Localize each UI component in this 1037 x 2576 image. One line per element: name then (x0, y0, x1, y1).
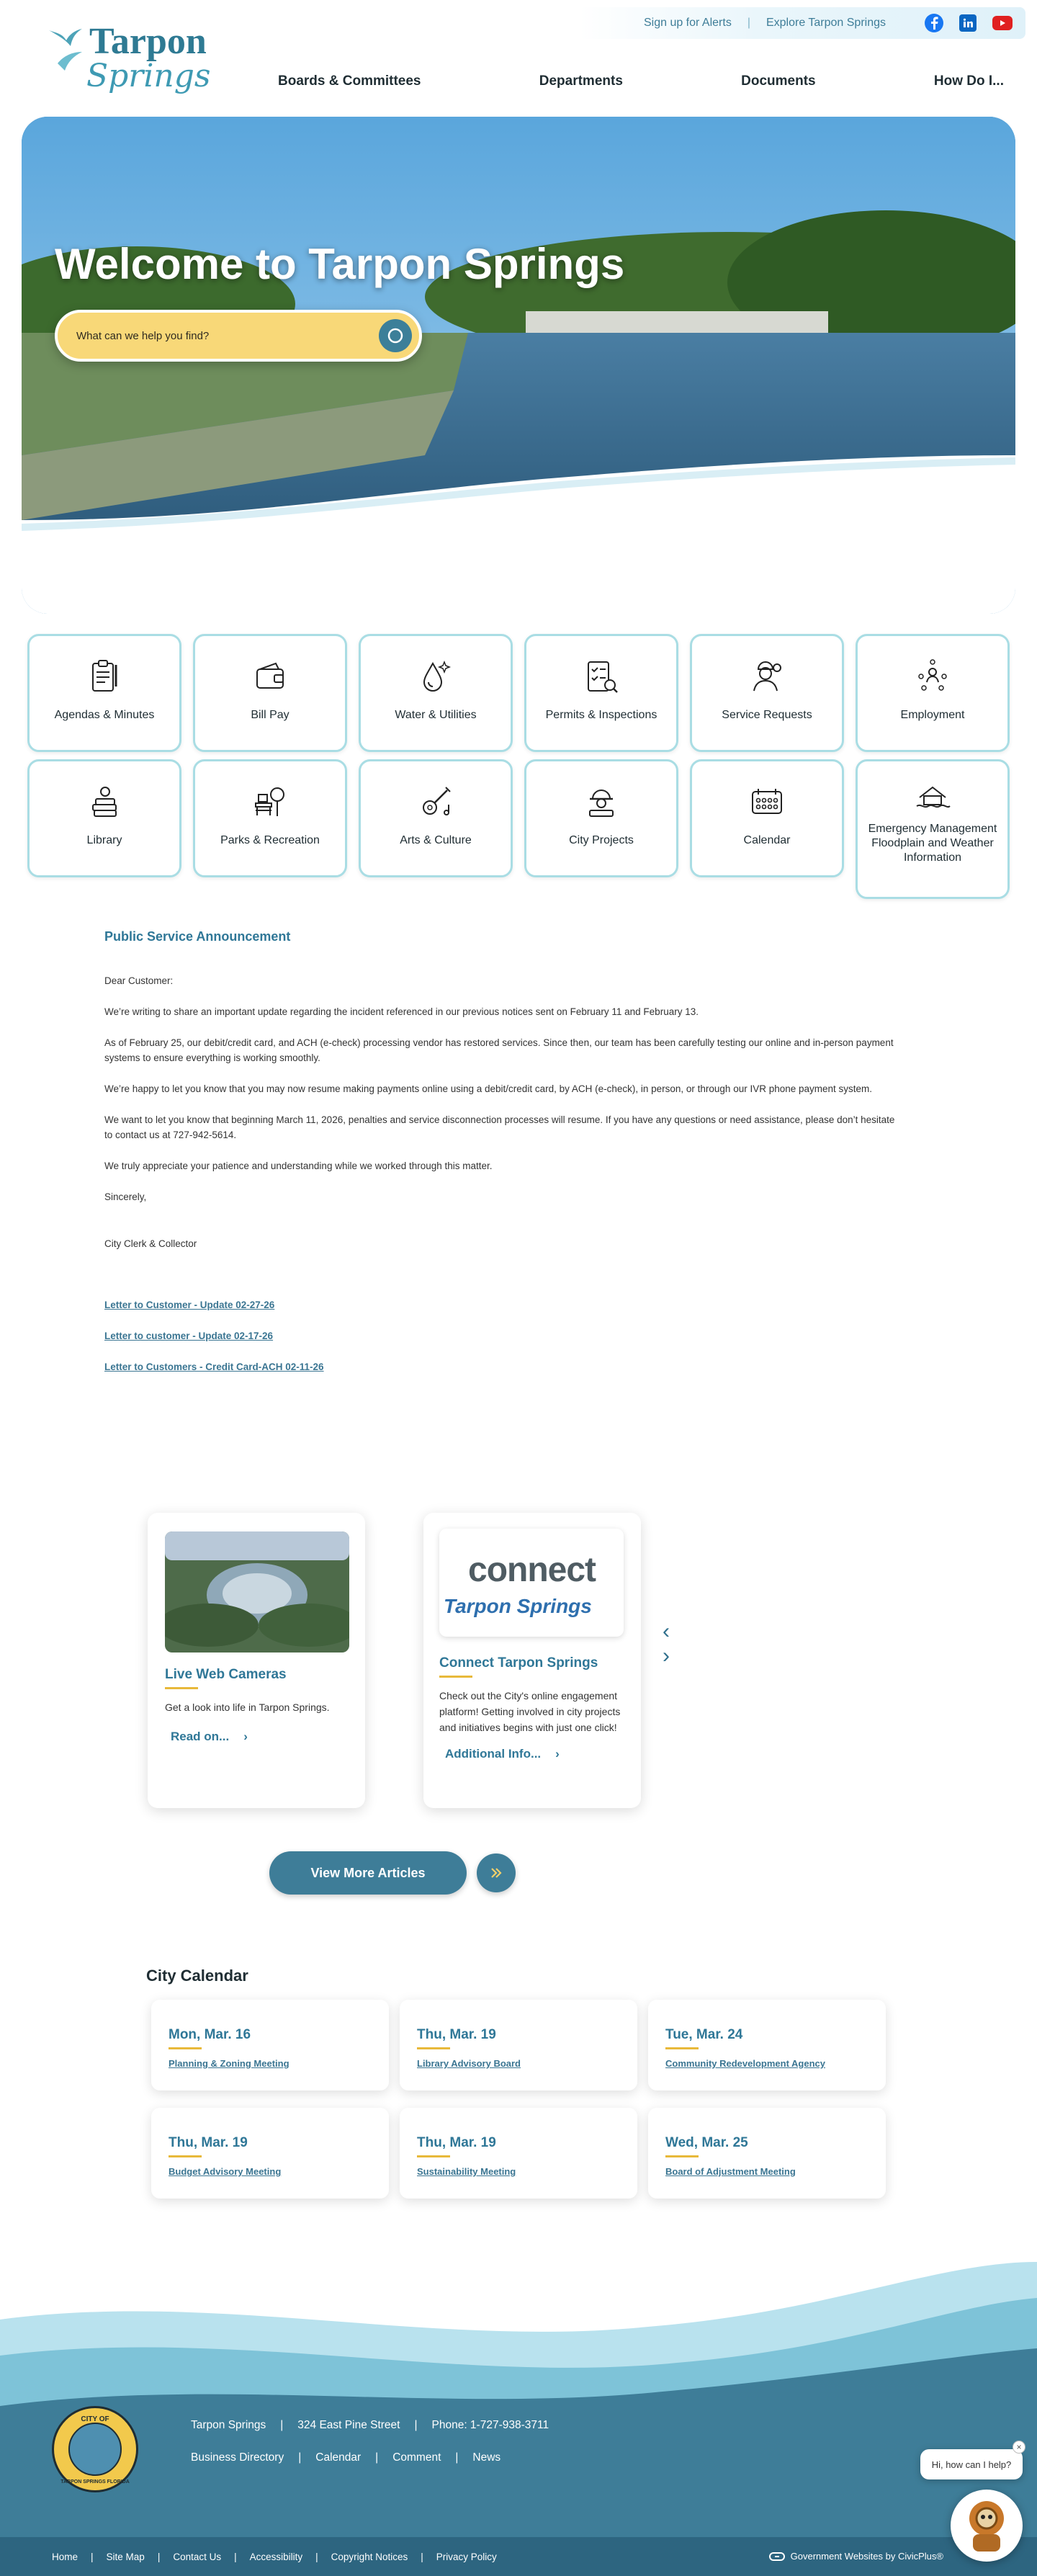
announcement-closing: Sincerely, (104, 1191, 147, 1202)
announcement-greeting: Dear Customer: (104, 975, 174, 986)
civicplus-icon (769, 2552, 785, 2562)
event-title[interactable]: Board of Adjustment Meeting (665, 2166, 796, 2177)
additional-info-link[interactable] (439, 1747, 625, 1761)
tile-permits[interactable] (524, 634, 678, 752)
event-card[interactable] (151, 2000, 389, 2090)
carousel-controls (663, 1619, 670, 1668)
divider: | (747, 17, 750, 29)
event-title[interactable]: Library Advisory Board (417, 2058, 521, 2069)
civicplus-label: Government Websites by CivicPlus® (790, 2551, 943, 2562)
site-search[interactable] (55, 310, 422, 362)
date-underline (665, 2155, 699, 2157)
tile-label: Calendar (743, 834, 791, 846)
youtube-icon[interactable] (992, 16, 1013, 30)
tile-bill-pay[interactable] (193, 634, 347, 752)
tile-employment[interactable] (856, 634, 1010, 752)
divider: | (455, 2451, 459, 2464)
date-underline (417, 2047, 450, 2049)
article-text: Check out the City's online engagement platform! Getting involved in city projects and initiatives begins with just one click! (439, 1690, 621, 1733)
tile-parks[interactable] (193, 759, 347, 877)
read-on-link[interactable] (165, 1730, 330, 1744)
announcement-paragraph: We’re happy to let you know that you may now resume making payments online using a debit/credit card, by ACH (e-check), in person, or through our IVR phone payment system. (104, 1083, 873, 1094)
event-card[interactable] (648, 2108, 886, 2199)
title-underline (439, 1676, 472, 1678)
event-date: Thu, Mar. 19 (417, 2135, 496, 2150)
article-text: Get a look into life in Tarpon Springs. (165, 1701, 330, 1713)
announcement-paragraph: We want to let you know that beginning March 11, 2026, penalties and service disconnection processes will resume. If you have any questions or need assistance, please don’t hesitate to contact us at 727-942-5614. (104, 1114, 895, 1140)
park-bench-icon (248, 780, 292, 823)
tile-calendar[interactable] (690, 759, 844, 877)
divider: | (234, 2551, 237, 2562)
nav-how-do-i[interactable]: How Do I... (933, 73, 1004, 89)
footer-link-news[interactable]: News (472, 2451, 501, 2464)
divider: | (414, 2419, 418, 2431)
date-underline (417, 2155, 450, 2157)
hero-banner (22, 117, 1015, 614)
read-on-label: Read on... (171, 1730, 230, 1743)
books-icon (83, 780, 126, 823)
chat-prompt[interactable]: Hi, how can I help? (920, 2449, 1023, 2479)
divider: | (375, 2451, 379, 2464)
tile-label: Agendas & Minutes (54, 709, 155, 721)
seal-text-bottom: TARPON SPRINGS FLORIDA (60, 2479, 130, 2485)
calendar-title: City Calendar (146, 1967, 248, 1985)
calendar-icon (745, 780, 789, 823)
tile-library[interactable] (27, 759, 181, 877)
divider: | (315, 2551, 318, 2562)
bottom-link-site-map[interactable]: Site Map (106, 2551, 145, 2562)
announcement-heading: Public Service Announcement (104, 929, 291, 944)
event-date: Mon, Mar. 16 (169, 2027, 251, 2042)
footer-wave (0, 2248, 1037, 2576)
date-underline (169, 2155, 202, 2157)
connect-logo-word: connect (468, 1551, 596, 1589)
chatbot-button[interactable] (951, 2490, 1023, 2562)
footer-link-comment[interactable]: Comment (392, 2451, 441, 2464)
footer-bottom-bar (0, 2537, 1037, 2576)
seal-center (68, 2423, 122, 2476)
hardhat-icon (580, 780, 623, 823)
divider: | (421, 2551, 423, 2562)
event-card[interactable] (400, 2108, 637, 2199)
additional-info-label: Additional Info... (445, 1747, 542, 1761)
article-title: Connect Tarpon Springs (439, 1655, 598, 1671)
event-card[interactable] (151, 2108, 389, 2199)
storm-house-icon (911, 780, 954, 812)
footer-phone[interactable]: Phone: 1-727-938-3711 (431, 2419, 549, 2431)
tile-label: Service Requests (722, 709, 812, 721)
letter-link[interactable]: Letter to customer - Update 02-17-26 (104, 1331, 274, 1341)
event-title[interactable]: Community Redevelopment Agency (665, 2058, 826, 2069)
chevron-right-icon[interactable]: › (663, 1644, 670, 1668)
view-more-articles-button[interactable]: View More Articles (269, 1851, 467, 1895)
tile-label: Arts & Culture (400, 834, 472, 846)
worker-icon (745, 655, 789, 698)
tile-label: Parks & Recreation (220, 834, 320, 846)
clipboard-icon (83, 655, 126, 698)
footer-city: Tarpon Springs (191, 2419, 266, 2431)
linkedin-icon[interactable] (959, 14, 977, 32)
event-title[interactable]: Planning & Zoning Meeting (169, 2058, 289, 2069)
civicplus-credit[interactable] (769, 2551, 943, 2562)
tile-city-projects[interactable] (524, 759, 678, 877)
logo-word-tarpon: Tarpon (89, 21, 207, 62)
event-title[interactable]: Sustainability Meeting (417, 2166, 516, 2177)
announcement-paragraph: We truly appreciate your patience and understanding while we worked through this matter. (104, 1160, 493, 1171)
nav-departments[interactable]: Departments (539, 73, 623, 89)
date-underline (665, 2047, 699, 2049)
view-more-arrow-button[interactable] (477, 1853, 516, 1892)
article-card-connect[interactable] (423, 1513, 641, 1808)
facebook-icon[interactable] (925, 14, 943, 32)
nav-boards[interactable]: Boards & Committees (278, 73, 421, 89)
tile-emergency[interactable] (856, 759, 1010, 899)
team-icon (911, 655, 954, 698)
event-card[interactable] (648, 2000, 886, 2090)
letter-link[interactable]: Letter to Customer - Update 02-27-26 (104, 1300, 275, 1310)
tile-water[interactable] (359, 634, 513, 752)
main-nav (274, 71, 1008, 92)
water-drop-icon (414, 655, 457, 698)
footer-links (191, 2451, 500, 2464)
event-date: Wed, Mar. 25 (665, 2135, 748, 2150)
city-seal[interactable] (52, 2406, 138, 2492)
search-button[interactable] (379, 319, 412, 352)
guitar-icon (414, 780, 457, 823)
announcement-paragraph: We’re writing to share an important update regarding the incident referenced in our previous notices sent on February 11 and February 13. (104, 1006, 699, 1017)
announcement (104, 929, 897, 1390)
logo-word-springs: Springs (86, 58, 211, 94)
search-icon (386, 326, 405, 345)
tile-label: Library (86, 834, 122, 846)
letter-link[interactable]: Letter to Customers - Credit Card-ACH 02-11-26 (104, 1361, 324, 1372)
bottom-link-contact[interactable]: Contact Us (173, 2551, 222, 2562)
footer-address: 324 East Pine Street (297, 2419, 400, 2431)
hero-photo (22, 117, 1015, 614)
explore-link[interactable]: Explore Tarpon Springs (766, 17, 886, 29)
tile-label: Bill Pay (251, 709, 289, 721)
event-title[interactable]: Budget Advisory Meeting (169, 2166, 282, 2177)
event-date: Thu, Mar. 19 (417, 2027, 496, 2042)
connect-logo (439, 1529, 624, 1637)
chevron-right-icon: › (243, 1730, 248, 1743)
event-date: Tue, Mar. 24 (665, 2027, 743, 2042)
chevron-left-icon[interactable]: ‹ (663, 1619, 670, 1643)
legal-links (52, 2552, 497, 2562)
footer-contact (191, 2419, 549, 2432)
announcement-paragraph: As of February 25, our debit/credit card, and ACH (e-check) processing vendor has restored services. Since then, our team has been carefully testing our online and in-person payment systems to ensure everything is working smoothly. (104, 1037, 894, 1063)
double-chevron-icon (488, 1865, 504, 1881)
divider: | (280, 2419, 284, 2431)
checklist-icon (580, 655, 623, 698)
diver-mascot-icon (961, 2497, 1012, 2554)
connect-logo-sub: Tarpon Springs (444, 1595, 592, 1617)
utility-strip (579, 7, 1025, 39)
site-logo[interactable] (43, 17, 216, 111)
event-card[interactable] (400, 2000, 637, 2090)
chevron-right-icon: › (555, 1747, 560, 1761)
article-title: Live Web Cameras (165, 1667, 287, 1682)
wallet-icon (248, 655, 292, 698)
alerts-link[interactable]: Sign up for Alerts (643, 17, 732, 29)
title-underline (165, 1687, 198, 1689)
footer (0, 2248, 1037, 2576)
tile-label: Employment (900, 709, 965, 721)
tile-label: Emergency Management Floodplain and Weather Information (868, 823, 997, 864)
article-card-webcams[interactable] (148, 1513, 365, 1808)
footer-link-business-directory[interactable]: Business Directory (191, 2451, 284, 2464)
tile-arts[interactable] (359, 759, 513, 877)
close-icon[interactable]: × (1013, 2441, 1025, 2454)
seal-text-top: CITY OF (81, 2415, 109, 2423)
divider: | (91, 2551, 94, 2562)
webcam-photo (165, 1531, 349, 1653)
tile-service-requests[interactable] (690, 634, 844, 752)
nav-documents[interactable]: Documents (741, 73, 816, 89)
search-input[interactable]: What can we help you find? (76, 329, 210, 342)
announcement-signature: City Clerk & Collector (104, 1238, 197, 1249)
tile-label: City Projects (569, 834, 634, 846)
bottom-link-privacy[interactable]: Privacy Policy (436, 2551, 497, 2562)
tile-label: Permits & Inspections (545, 709, 657, 721)
bottom-link-home[interactable]: Home (52, 2551, 78, 2562)
date-underline (169, 2047, 202, 2049)
event-date: Thu, Mar. 19 (169, 2135, 248, 2150)
bottom-link-accessibility[interactable]: Accessibility (249, 2551, 303, 2562)
bottom-link-copyright[interactable]: Copyright Notices (331, 2551, 408, 2562)
footer-link-calendar[interactable]: Calendar (315, 2451, 362, 2464)
tile-agendas[interactable] (27, 634, 181, 752)
hero-title: Welcome to Tarpon Springs (55, 240, 625, 288)
divider: | (298, 2451, 302, 2464)
tile-label: Water & Utilities (395, 709, 477, 721)
divider: | (157, 2551, 161, 2562)
